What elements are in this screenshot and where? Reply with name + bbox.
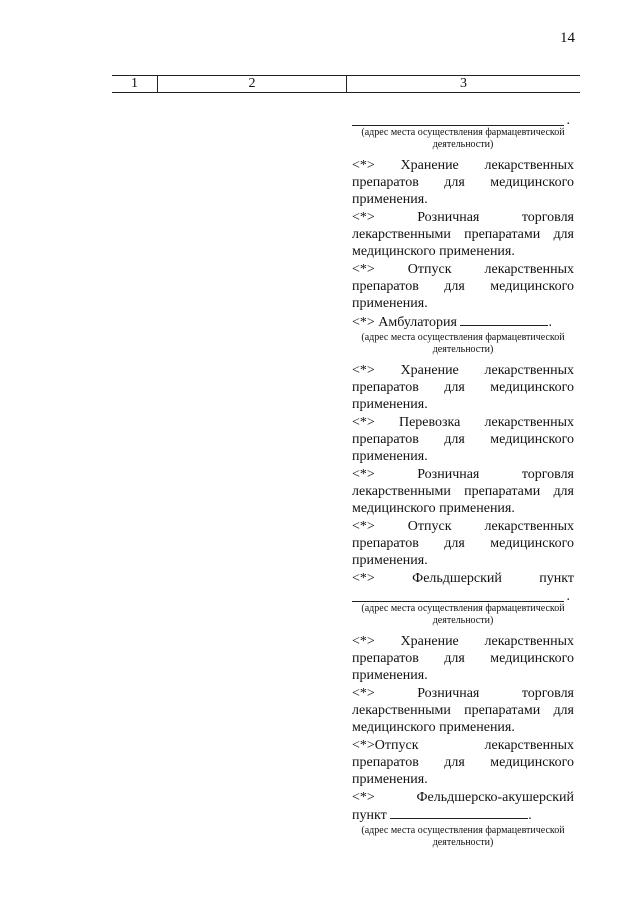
page-number: 14 — [560, 30, 575, 46]
item-storage-1: <*> Хранение лекарственных препаратов для медицинского применения. — [352, 158, 574, 207]
item-dispense-2: <*> Отпуск лекарственных препаратов для медицинского применения. — [352, 519, 574, 568]
item-ambulatory: <*> Амбулатория . — [352, 315, 552, 330]
item-storage-3: <*> Хранение лекарственных препаратов для медицинского применения. — [352, 634, 574, 683]
column-3-content — [352, 115, 574, 855]
table-header-row — [112, 75, 580, 93]
address-caption-1: (адрес места осуществления фармацевтической деятельности) — [361, 127, 565, 150]
item-feldsher-obstetric-point: <*> Фельдшерско-акушерский пункт . — [352, 790, 574, 823]
item-transport: <*> Перевозка лекарственных препаратов для медицинского применения. — [352, 415, 574, 464]
item-storage-2: <*> Хранение лекарственных препаратов для медицинского применения. — [352, 363, 574, 412]
address-caption-3: (адрес места осуществления фармацевтической деятельности) — [361, 603, 565, 626]
item-retail-1: <*> Розничная торговля лекарственными препаратами для медицинского применения. — [352, 210, 574, 259]
column-2-header: 2 — [158, 76, 347, 92]
address-blank-3: . — [352, 591, 564, 602]
column-3-header: 3 — [460, 76, 467, 91]
column-1-header: 1 — [112, 76, 158, 92]
item-dispense-3: <*>Отпуск лекарственных препаратов для медицинского применения. — [352, 738, 574, 787]
item-dispense-1: <*> Отпуск лекарственных препаратов для медицинского применения. — [352, 262, 574, 311]
item-retail-2: <*> Розничная торговля лекарственными препаратами для медицинского применения. — [352, 467, 574, 516]
address-caption-4: (адрес места осуществления фармацевтической деятельности) — [361, 825, 565, 848]
address-blank-1: . — [352, 115, 564, 126]
item-feldsher-point: <*> Фельдшерский пункт — [352, 571, 574, 586]
address-caption-2: (адрес места осуществления фармацевтической деятельности) — [361, 332, 565, 355]
item-retail-3: <*> Розничная торговля лекарственными препаратами для медицинского применения. — [352, 686, 574, 735]
